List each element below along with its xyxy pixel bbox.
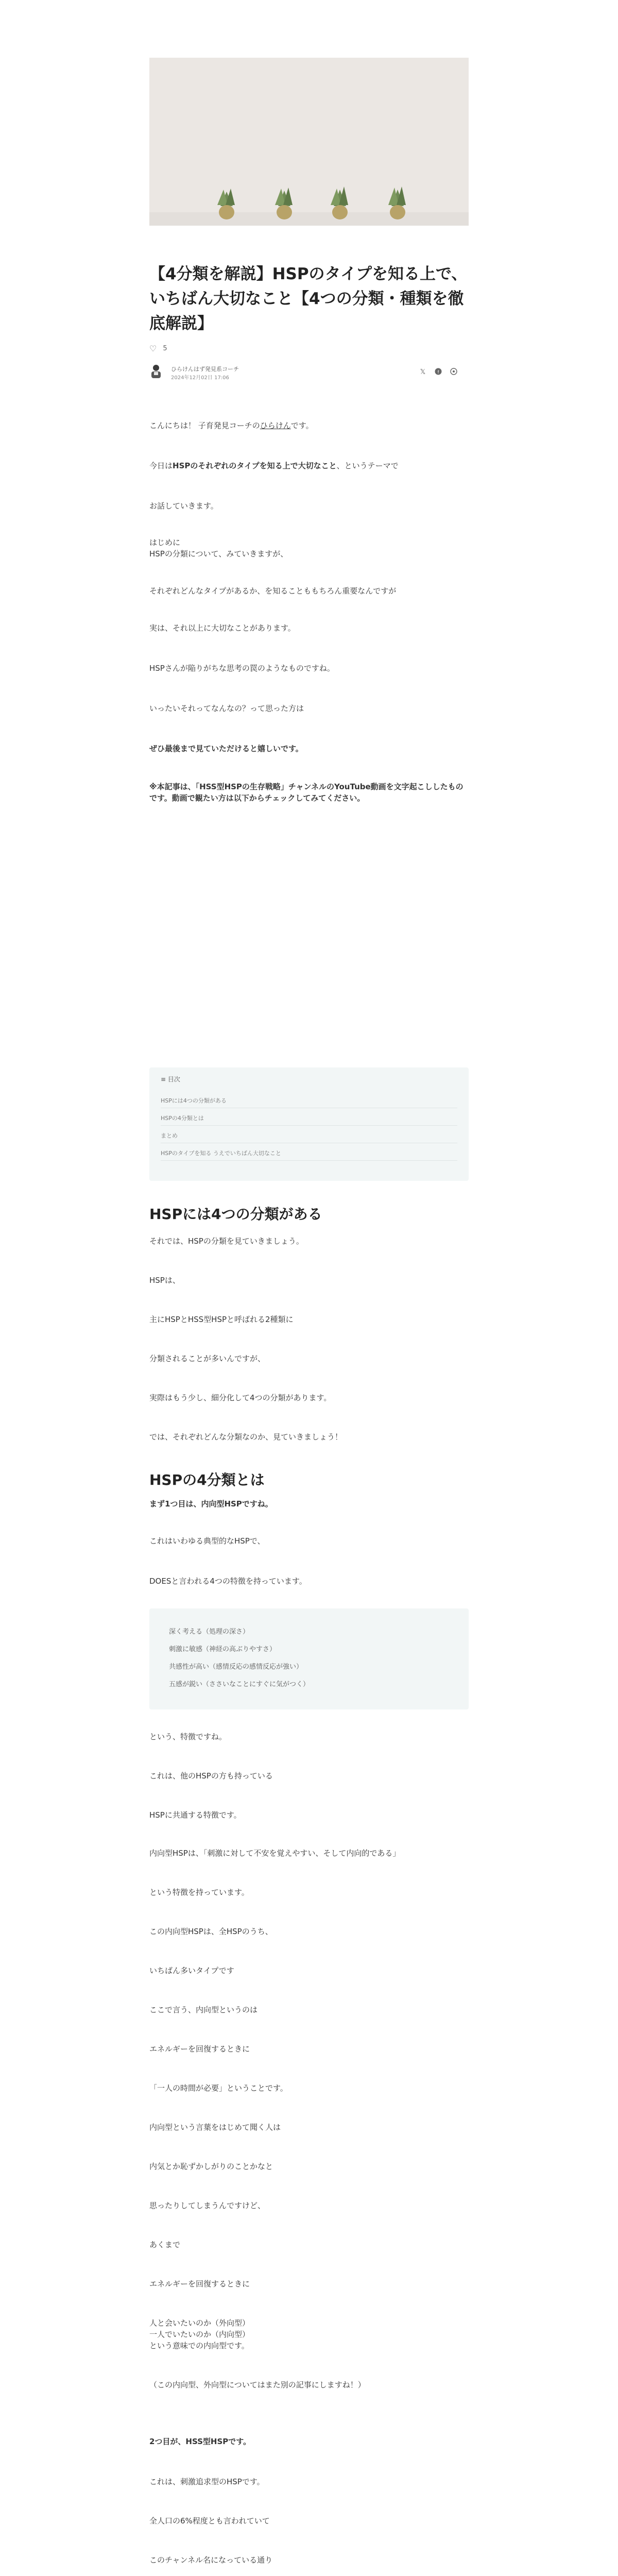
transcript-note: ※本記事は、「HSS型HSPの生存戦略」チャンネルのYouTube動画を文字起こししたものです。動画で観たい方は以下からチェックしてみてください。: [149, 782, 464, 803]
section1-p: 実際はもう少し、細分化して4つの分類があります。: [149, 1393, 332, 1402]
svg-text:f: f: [437, 369, 439, 375]
quote-line: 刺激に敏感（神経の高ぶりやすさ）: [169, 1646, 277, 1653]
section2-p: 内気とか恥ずかしがりのことかなと: [149, 2162, 273, 2171]
toc-item[interactable]: まとめ: [161, 1131, 457, 1143]
section2-p: これは、刺激追求型のHSPです。: [149, 2477, 265, 2486]
quote-line: 共感性が高い（感情反応の感情反応が強い）: [169, 1663, 303, 1671]
toc-item[interactable]: HSPのタイプを知る うえでいちばん大切なこと: [161, 1149, 457, 1161]
section2-p: このチャンネル名になっている通り: [149, 2555, 273, 2565]
section2-lead: まず1つ目は、内向型HSPですね。: [149, 1499, 273, 1509]
link-icon[interactable]: [449, 368, 458, 377]
pineapple-illustration: [149, 58, 469, 226]
section2-p: この内向型HSPは、全HSPのうち、: [149, 1927, 273, 1936]
intro-p1-suffix: です。: [290, 421, 314, 430]
author-row: [149, 362, 469, 382]
intro-p7: HSPさんが陥りがちな思考の罠のようなものですね。: [149, 664, 335, 673]
intro-p9: ぜひ最後まで見ていただけると嬉しいです。: [149, 744, 303, 753]
section1-p: それでは、HSPの分類を見ていきましょう。: [149, 1236, 304, 1246]
section1-p: では、それぞれどんな分類なのか、見ていきましょう！: [149, 1432, 343, 1442]
section2-p: という、特徴ですね。: [149, 1732, 227, 1741]
toc-header-label: 目次: [167, 1076, 180, 1083]
section2-p: いちばん多いタイプです: [149, 1966, 234, 1975]
section2-p: 内向型という言葉をはじめて聞く人は: [149, 2123, 281, 2132]
section2-p: （この内向型、外向型についてはまた別の記事にしますね！）: [149, 2380, 366, 2389]
intro-p2-prefix: 今日は: [149, 461, 173, 470]
section-heading-1: HSPには4つの分類がある: [149, 1206, 322, 1223]
intro-p6: 実は、それ以上に大切なことがあります。: [149, 623, 296, 633]
author-name[interactable]: ひらけんはず発見系コーチ: [171, 366, 239, 372]
toc-item[interactable]: HSPには4つの分類がある: [161, 1096, 457, 1108]
intro-p4: はじめに HSPの分類について、みていきますが、: [149, 538, 288, 558]
section2-p: これはいわゆる典型的なHSPで、: [149, 1536, 265, 1546]
heart-icon[interactable]: ♡: [149, 343, 157, 353]
section2-p: 全人口の6%程度とも言われていて: [149, 2516, 270, 2526]
section2-p: 内向型HSPは、「刺激に対して不安を覚えやすい、そして内向的である」: [149, 1849, 401, 1858]
quote-line: 深く考える（処理の深さ）: [169, 1628, 250, 1636]
hero-image: [149, 58, 469, 226]
section2-p: あくまで: [149, 2240, 181, 2249]
facebook-icon[interactable]: [434, 368, 443, 377]
like-counter[interactable]: [149, 343, 167, 353]
section2-p: エネルギーを回復するときに: [149, 2279, 250, 2289]
section1-p: 分類されることが多いんですが、: [149, 1354, 266, 1363]
section2-p: 思ったりしてしまうんですけど、: [149, 2201, 266, 2210]
section2-p: という特徴を持っています。: [149, 1888, 249, 1897]
article-title: 【4分類を解説】HSPのタイプを知る上で、いちばん大切なこと【4つの分類・種類を徹底解説】: [149, 265, 468, 333]
publish-date: 2024年12月02日 17:06: [171, 375, 229, 381]
table-of-contents: [149, 1067, 469, 1181]
section2-p: 人と会いたいのか（外向型） 一人でいたいのか（内向型） という意味での内向型です。: [149, 2318, 250, 2350]
intro-p2: [149, 460, 469, 471]
section-heading-2: HSPの4分類とは: [149, 1471, 265, 1488]
section2-p: 「一人の時間が必要」ということです。: [149, 2083, 288, 2093]
toc-item[interactable]: HSPの4分類とは: [161, 1114, 457, 1126]
avatar[interactable]: [149, 364, 163, 378]
toc-header[interactable]: [161, 1075, 180, 1083]
features-quote: [149, 1608, 469, 1709]
intro-p1-prefix: こんにちは！ 子育発見コーチの: [149, 421, 260, 430]
section2-p: これは、他のHSPの方も持っている: [149, 1771, 273, 1781]
x-icon[interactable]: 𝕏: [420, 368, 426, 376]
section2-second-lead: 2つ目が、HSS型HSPです。: [149, 2437, 251, 2446]
section2-p: エネルギーを回復するときに: [149, 2044, 250, 2054]
youtube-embed[interactable]: [149, 836, 469, 1057]
quote-line: 五感が鋭い（ささいなことにすぐに気がつく）: [169, 1681, 310, 1688]
section2-p: DOESと言われる4つの特徴を持っています。: [149, 1577, 307, 1586]
intro-p1: [149, 420, 469, 431]
intro-p5: それぞれどんなタイプがあるか、を知ることももちろん重要なんですが: [149, 586, 397, 596]
section2-p: ここで言う、内向型というのは: [149, 2005, 258, 2014]
author-link[interactable]: ひらけん: [260, 421, 291, 430]
section2-p: HSPに共通する特徴です。: [149, 1810, 242, 1820]
like-count: 5: [163, 344, 167, 352]
toc-toggle-icon[interactable]: ≡: [161, 1076, 168, 1083]
section1-p: 主にHSPとHSS型HSPと呼ばれる2種類に: [149, 1315, 294, 1324]
section1-p: HSPは、: [149, 1276, 180, 1285]
intro-p2-suffix: 、というテーマで: [336, 461, 399, 470]
intro-p8: いったいそれってなんなの？って思った方は: [149, 704, 304, 713]
intro-p3: お話していきます。: [149, 501, 218, 511]
intro-p2-bold: HSPのそれぞれのタイプを知る上で大切なこと: [173, 461, 337, 470]
